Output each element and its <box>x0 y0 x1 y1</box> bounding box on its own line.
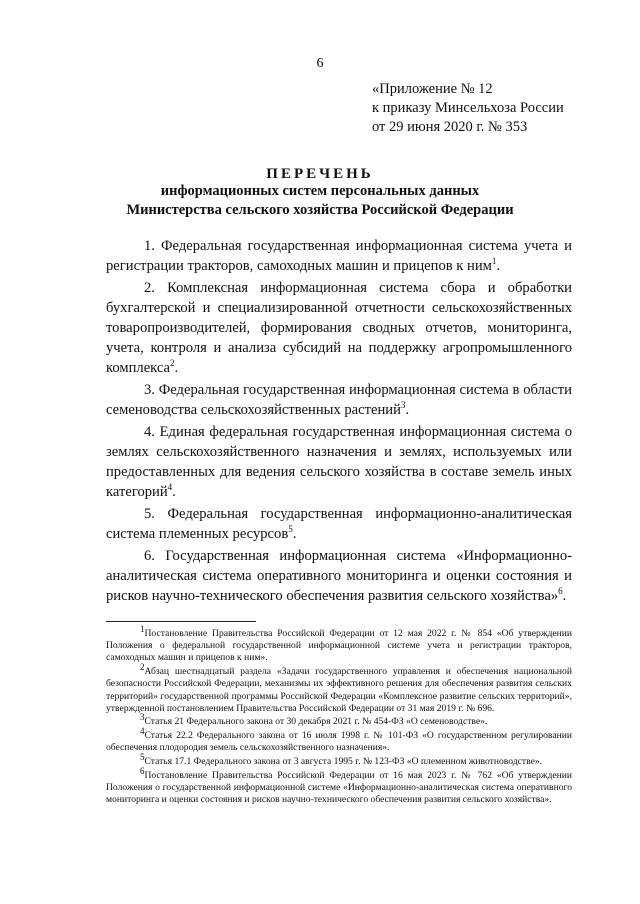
footnote-ref: 2 <box>170 358 175 369</box>
footnote-ref: 5 <box>288 524 293 535</box>
list-item-end: . <box>174 360 179 376</box>
footnote-number: 6 <box>140 765 145 776</box>
footnote <box>106 765 572 807</box>
footnote <box>106 661 572 715</box>
list-item <box>106 278 572 378</box>
list-item-text: 1. Федеральная государственная информационная система учета и регистрации тракторов, самоходных машин и прицепов к ним <box>106 238 572 274</box>
document-subtitle <box>40 182 600 220</box>
footnote-ref: 4 <box>167 482 173 493</box>
footnote-text: Абзац шестнадцатый раздела «Задачи государственного управления и обеспечения национальной безопасности Российской Федерации, механизмы их эффективного решения для обеспечения развития сельских территорий» государственной программы Российской Федерации «Комплексное развитие сельских территорий», утвержденной постановлением Правительства Российской Федерации от 31 мая 2019 г. № 696. <box>106 666 572 714</box>
footnote-number: 5 <box>140 751 145 762</box>
footnote-text: Статья 17.1 Федерального закона от 3 августа 1995 г. № 123-ФЗ «О племенном животноводстве». <box>144 756 543 768</box>
list-item-text: 6. Государственная информационная система «Информационно-аналитическая система оперативного мониторинга и оценки состояния и рисков научно-технического обеспечения развития сельского хозяйства» <box>106 548 572 604</box>
list-item <box>106 422 572 502</box>
footnote-ref: 1 <box>491 256 497 267</box>
list-item <box>106 546 572 606</box>
footnote-text: Постановление Правительства Российской Федерации от 12 мая 2022 г. № 854 «Об утверждении Положения о федеральной государственной информационной системе учета и регистрации тракторов, самоходных машин и прицепов к ним». <box>106 628 572 664</box>
footnote-text: Статья 22.2 Федерального закона от 16 июля 1998 г. № 101-ФЗ «О государственном регулировании обеспечения плодородия земель сельскохозяйственного назначения». <box>106 730 572 754</box>
footnote-ref: 3 <box>400 400 406 411</box>
footnote-number: 1 <box>140 623 145 634</box>
appendix-header <box>372 80 564 137</box>
footnote <box>106 712 572 728</box>
list-item-text: 2. Комплексная информационная система сбора и обработки бухгалтерской и специализированной отчетности сельскохозяйственных товаропроизводителей, формирования сводных отчетов, мониторинга, учета, контроля и анализа субсидий на поддержку агропромышленного комплекса <box>106 280 572 376</box>
list-item-end: . <box>562 588 567 604</box>
footnote-ref: 6 <box>558 586 563 597</box>
list-item-end: . <box>405 402 410 418</box>
appendix-line: «Приложение № 12 <box>372 81 493 97</box>
footnote <box>106 751 572 768</box>
document-title: ПЕРЕЧЕНЬ <box>266 166 374 182</box>
subtitle-line: Министерства сельского хозяйства Российской Федерации <box>126 202 514 218</box>
list-item <box>106 380 572 420</box>
footnote-text: Постановление Правительства Российской Федерации от 16 мая 2023 г. № 762 «Об утверждении Положения о государственной информационной системе «Информационно-аналитическая система оперативного мониторинга и оценки состояния и рисков научно-технического обеспечения развития сельского хозяйства». <box>106 769 572 806</box>
footnote-number: 2 <box>140 661 145 672</box>
footnote-number: 3 <box>140 712 145 723</box>
list-body <box>106 236 572 608</box>
appendix-line: от 29 июня 2020 г. № 353 <box>372 119 528 135</box>
appendix-line: к приказу Минсельхоза России <box>372 100 564 116</box>
footnote-divider <box>106 621 256 622</box>
list-item-text: 4. Единая федеральная государственная информационная система о землях сельскохозяйственного назначения и землях, используемых или предоставленных для ведения сельского хозяйства в составе земель иных категорий <box>106 424 572 500</box>
list-item-end: . <box>172 484 176 500</box>
subtitle-line: информационных систем персональных данных <box>160 183 480 199</box>
page-number: 6 <box>316 56 324 71</box>
list-item-text: 5. Федеральная государственная информационно-аналитическая система племенных ресурсов <box>106 506 572 542</box>
list-item-end: . <box>496 258 501 274</box>
footnote <box>106 725 572 754</box>
list-item <box>106 236 572 276</box>
footnote-number: 4 <box>140 725 145 736</box>
list-item <box>106 504 572 544</box>
footnote-text: Статья 21 Федерального закона от 30 декабря 2021 г. № 454-ФЗ «О семеноводстве». <box>144 716 488 728</box>
footnote <box>106 623 572 665</box>
footnotes <box>106 623 572 808</box>
list-item-end: . <box>292 526 297 542</box>
list-item-text: 3. Федеральная государственная информационная система в области семеноводства сельскохозяйственных растений <box>106 382 572 418</box>
